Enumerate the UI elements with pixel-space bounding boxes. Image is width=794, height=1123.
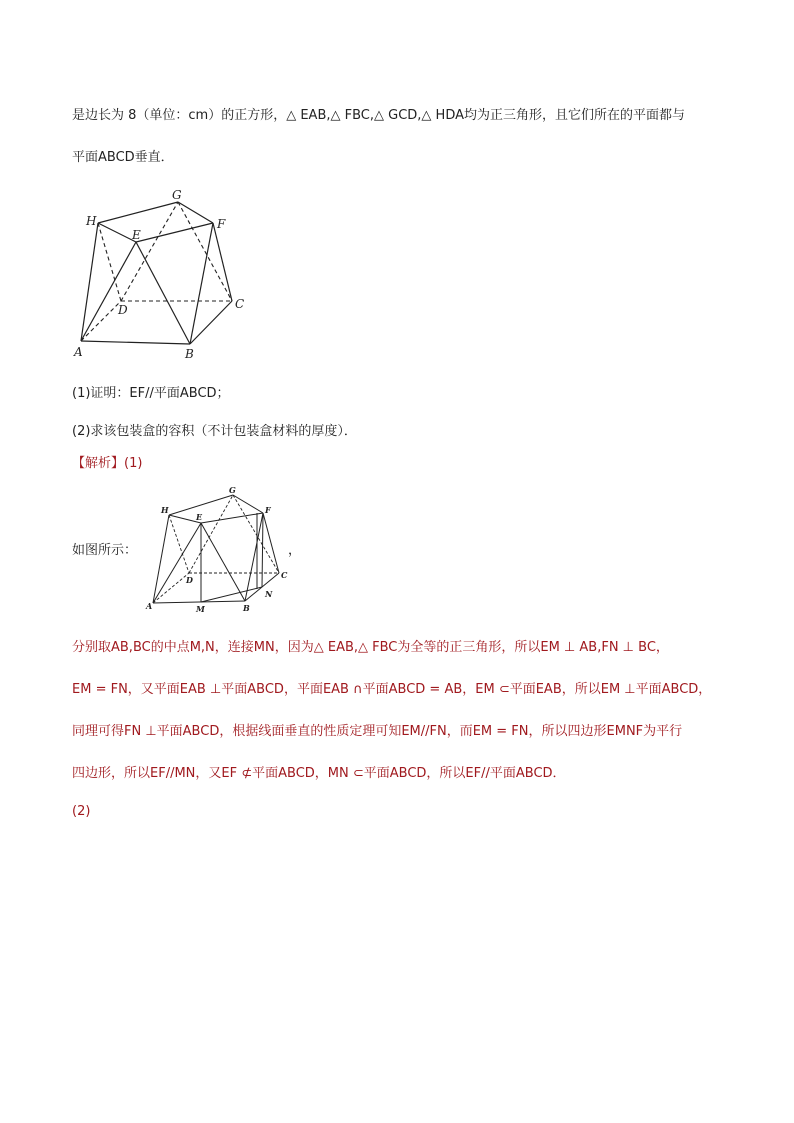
sol-label-M: M	[196, 604, 205, 614]
edge-BC	[190, 301, 232, 344]
edge-GF	[178, 202, 213, 223]
box-figure	[70, 186, 260, 366]
edge-HG	[98, 202, 178, 223]
solution-line-3: 同理可得FN ⊥平面ABCD，根据线面垂直的性质定理可知EM//FN，而EM = FN，所以四边形EMNF为平行	[72, 724, 683, 739]
solution-figure	[145, 485, 295, 615]
problem-line-1: 是边长为 8（单位：cm）的正方形，△ EAB,△ FBC,△ GCD,△ HDA均为正三角形，且它们所在的平面都与	[72, 108, 686, 123]
edge-EF	[136, 223, 213, 242]
edge-AB	[81, 341, 190, 344]
solution-line-1: 分别取AB,BC的中点M,N，连接MN，因为△ EAB,△ FBC为全等的正三角形，所以EM ⊥ AB,FN ⊥ BC，	[72, 640, 669, 655]
question-1: (1)证明：EF//平面ABCD；	[72, 386, 230, 401]
problem-line-2: 平面ABCD垂直．	[72, 150, 174, 165]
edge-CF	[213, 223, 232, 301]
label-B: B	[185, 347, 194, 361]
figure-comma: ，	[288, 543, 302, 558]
label-H: H	[86, 214, 97, 228]
label-F: F	[217, 217, 226, 231]
label-G: G	[172, 188, 182, 202]
label-A: A	[74, 345, 83, 359]
sol-label-N: N	[265, 589, 273, 599]
sol-label-G: G	[229, 485, 236, 495]
solution-line-2: EM = FN，又平面EAB ⊥平面ABCD，平面EAB ∩平面ABCD = AB，EM ⊂平面EAB，所以EM ⊥平面ABCD，	[72, 682, 712, 697]
edge-HE	[98, 223, 136, 242]
label-D: D	[118, 303, 128, 317]
solution-line-4: 四边形，所以EF//MN，又EF ⊄平面ABCD，MN ⊂平面ABCD，所以EF//平面ABCD．	[72, 766, 566, 781]
sol-label-B: B	[243, 603, 250, 613]
sol-label-D: D	[186, 575, 193, 585]
question-2: (2)求该包装盒的容积（不计包装盒材料的厚度）．	[72, 424, 357, 439]
label-E: E	[132, 228, 141, 242]
label-C: C	[235, 297, 245, 311]
edge-BF	[190, 223, 213, 344]
sol-label-C: C	[281, 570, 288, 580]
edge-BE	[136, 242, 190, 344]
sol-label-F: F	[265, 505, 271, 515]
sol-label-E: E	[196, 512, 203, 522]
edge-AH	[81, 223, 98, 341]
solution-part-2: (2)	[72, 804, 91, 819]
edge-DG-hidden	[121, 202, 178, 301]
edge-AD-hidden	[81, 301, 121, 341]
figure-intro: 如图所示：	[72, 543, 138, 558]
sol-label-A: A	[146, 601, 153, 611]
sol-label-H: H	[161, 505, 169, 515]
solution-header: 【解析】(1)	[72, 456, 143, 471]
